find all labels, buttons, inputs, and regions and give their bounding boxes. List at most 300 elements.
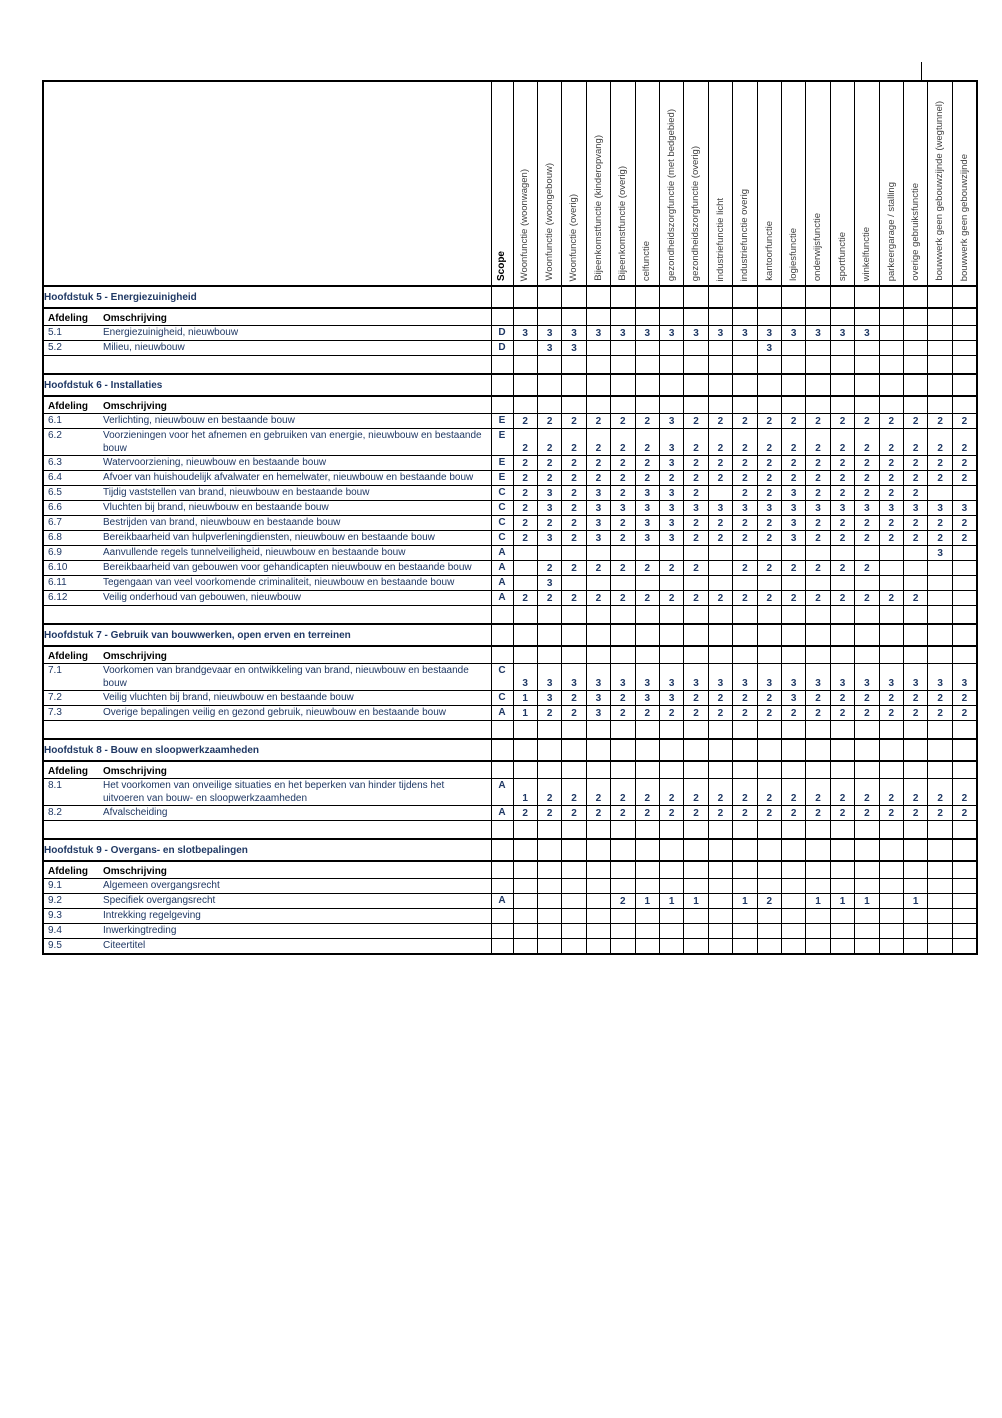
matrix-value: 2 bbox=[806, 471, 830, 486]
value-empty-cell bbox=[928, 646, 952, 664]
value-empty-cell bbox=[586, 286, 610, 308]
matrix-value bbox=[611, 924, 635, 939]
matrix-value: 2 bbox=[855, 806, 879, 821]
matrix-value: 3 bbox=[757, 326, 781, 341]
scope-empty-cell bbox=[491, 286, 513, 308]
matrix-value bbox=[928, 341, 952, 356]
value-empty-cell bbox=[806, 286, 830, 308]
value-empty-cell bbox=[708, 286, 732, 308]
chapter-title: Hoofdstuk 9 - Overgans- en slotbepalingen bbox=[43, 839, 491, 861]
matrix-value bbox=[562, 924, 586, 939]
row-description bbox=[44, 664, 491, 690]
value-empty-cell bbox=[537, 286, 561, 308]
matrix-value bbox=[708, 576, 732, 591]
scope-empty-cell bbox=[491, 761, 513, 779]
spacer-left-cell bbox=[43, 821, 491, 840]
function-column-header bbox=[733, 81, 757, 286]
matrix-value bbox=[928, 924, 952, 939]
section-header-cell bbox=[43, 308, 491, 326]
matrix-value bbox=[562, 576, 586, 591]
spacer-row bbox=[43, 606, 977, 625]
omschrijving-text bbox=[103, 414, 491, 427]
matrix-value bbox=[586, 879, 610, 894]
value-empty-cell bbox=[928, 839, 952, 861]
value-empty-cell bbox=[611, 308, 635, 326]
matrix-value: 2 bbox=[781, 806, 805, 821]
spacer-left-cell bbox=[43, 356, 491, 375]
matrix-value: 3 bbox=[659, 414, 683, 429]
value-empty-cell bbox=[635, 861, 659, 879]
value-empty-cell bbox=[733, 624, 757, 646]
afdeling-number: 6.10 bbox=[48, 562, 68, 573]
value-empty-cell bbox=[952, 721, 977, 740]
matrix-value: 2 bbox=[635, 414, 659, 429]
matrix-value bbox=[635, 576, 659, 591]
matrix-value: 2 bbox=[537, 591, 561, 606]
matrix-value: 2 bbox=[537, 429, 561, 456]
matrix-value: 2 bbox=[879, 591, 903, 606]
matrix-value: 3 bbox=[806, 501, 830, 516]
afdeling-number: 5.1 bbox=[48, 327, 62, 338]
matrix-value: 2 bbox=[659, 706, 683, 721]
matrix-value bbox=[855, 939, 879, 955]
matrix-value bbox=[757, 546, 781, 561]
matrix-value: 2 bbox=[879, 806, 903, 821]
value-empty-cell bbox=[733, 606, 757, 625]
value-empty-cell bbox=[635, 646, 659, 664]
omschrijving-line: Bestrijden van brand, nieuwbouw en bestaande bouw bbox=[103, 517, 341, 528]
table-row bbox=[43, 924, 977, 939]
value-empty-cell bbox=[806, 821, 830, 840]
value-empty-cell bbox=[855, 861, 879, 879]
matrix-value bbox=[904, 924, 928, 939]
value-empty-cell bbox=[855, 308, 879, 326]
matrix-value: 2 bbox=[806, 486, 830, 501]
value-empty-cell bbox=[513, 739, 537, 761]
value-empty-cell bbox=[904, 821, 928, 840]
column-header-label-10: industriefunctie overig bbox=[739, 188, 751, 281]
value-empty-cell bbox=[952, 624, 977, 646]
table-row bbox=[43, 516, 977, 531]
table-row bbox=[43, 691, 977, 706]
matrix-value: 2 bbox=[928, 691, 952, 706]
matrix-value: 2 bbox=[733, 806, 757, 821]
matrix-value: 2 bbox=[611, 591, 635, 606]
scope-empty-cell bbox=[491, 374, 513, 396]
omschrijving-line: Inwerkingtreding bbox=[103, 925, 177, 936]
row-description bbox=[44, 909, 491, 922]
omschrijving-header-label: Omschrijving bbox=[103, 866, 167, 877]
table-row bbox=[43, 806, 977, 821]
matrix-value: 2 bbox=[879, 486, 903, 501]
afdeling-number: 7.1 bbox=[48, 665, 62, 676]
matrix-value: 2 bbox=[733, 779, 757, 806]
value-empty-cell bbox=[952, 739, 977, 761]
row-description-cell bbox=[43, 909, 491, 924]
matrix-value: 2 bbox=[611, 806, 635, 821]
spacer-left-cell bbox=[43, 721, 491, 740]
matrix-value bbox=[781, 894, 805, 909]
matrix-value: 2 bbox=[928, 779, 952, 806]
matrix-value: 2 bbox=[904, 516, 928, 531]
function-column-header bbox=[537, 81, 561, 286]
matrix-value: 2 bbox=[757, 894, 781, 909]
matrix-value bbox=[952, 326, 977, 341]
matrix-value: 3 bbox=[635, 516, 659, 531]
matrix-value: 2 bbox=[830, 414, 854, 429]
column-header-label-3: Woonfunctie (overig) bbox=[568, 193, 580, 281]
value-empty-cell bbox=[611, 821, 635, 840]
matrix-value bbox=[757, 879, 781, 894]
value-empty-cell bbox=[855, 761, 879, 779]
matrix-value: 2 bbox=[952, 471, 977, 486]
value-empty-cell bbox=[830, 624, 854, 646]
matrix-value bbox=[684, 909, 708, 924]
section-header-row bbox=[43, 761, 977, 779]
value-empty-cell bbox=[733, 761, 757, 779]
scope-value: E bbox=[491, 471, 513, 486]
afdeling-number: 6.5 bbox=[48, 487, 62, 498]
matrix-value: 3 bbox=[781, 326, 805, 341]
matrix-value: 2 bbox=[537, 806, 561, 821]
matrix-value: 2 bbox=[733, 414, 757, 429]
matrix-value: 2 bbox=[586, 456, 610, 471]
matrix-value bbox=[879, 894, 903, 909]
row-description bbox=[44, 576, 491, 589]
value-empty-cell bbox=[830, 739, 854, 761]
value-empty-cell bbox=[952, 396, 977, 414]
matrix-value bbox=[781, 341, 805, 356]
value-empty-cell bbox=[733, 839, 757, 861]
value-empty-cell bbox=[781, 739, 805, 761]
value-empty-cell bbox=[879, 861, 903, 879]
matrix-value bbox=[879, 561, 903, 576]
function-column-header bbox=[586, 81, 610, 286]
table-row bbox=[43, 456, 977, 471]
scope-empty-cell bbox=[491, 861, 513, 879]
matrix-value: 1 bbox=[806, 894, 830, 909]
omschrijving-text bbox=[103, 706, 491, 719]
value-empty-cell bbox=[537, 761, 561, 779]
scope-value: A bbox=[491, 779, 513, 806]
scope-value bbox=[491, 924, 513, 939]
matrix-value bbox=[952, 924, 977, 939]
value-empty-cell bbox=[855, 606, 879, 625]
value-empty-cell bbox=[708, 308, 732, 326]
afdeling-header-label: Afdeling bbox=[48, 651, 88, 662]
matrix-value bbox=[684, 939, 708, 955]
value-empty-cell bbox=[611, 721, 635, 740]
value-empty-cell bbox=[757, 624, 781, 646]
value-empty-cell bbox=[928, 356, 952, 375]
value-empty-cell bbox=[659, 739, 683, 761]
matrix-value: 3 bbox=[855, 664, 879, 691]
value-empty-cell bbox=[537, 606, 561, 625]
matrix-value: 2 bbox=[781, 414, 805, 429]
matrix-value: 1 bbox=[855, 894, 879, 909]
matrix-value bbox=[733, 924, 757, 939]
table-row bbox=[43, 501, 977, 516]
matrix-value: 3 bbox=[904, 664, 928, 691]
value-empty-cell bbox=[904, 739, 928, 761]
row-description-cell bbox=[43, 326, 491, 341]
matrix-value bbox=[830, 546, 854, 561]
value-empty-cell bbox=[586, 606, 610, 625]
value-empty-cell bbox=[537, 374, 561, 396]
matrix-value bbox=[855, 546, 879, 561]
column-header-label-16: parkeergarage / stalling bbox=[885, 181, 897, 281]
matrix-value: 2 bbox=[562, 456, 586, 471]
value-empty-cell bbox=[928, 739, 952, 761]
matrix-value: 2 bbox=[757, 456, 781, 471]
value-empty-cell bbox=[904, 861, 928, 879]
value-empty-cell bbox=[757, 606, 781, 625]
matrix-value: 2 bbox=[781, 456, 805, 471]
matrix-value: 2 bbox=[855, 471, 879, 486]
value-empty-cell bbox=[562, 761, 586, 779]
value-empty-cell bbox=[952, 646, 977, 664]
afdeling-number: 8.2 bbox=[48, 807, 62, 818]
matrix-value: 2 bbox=[684, 456, 708, 471]
section-header-row bbox=[43, 308, 977, 326]
matrix-value: 2 bbox=[904, 806, 928, 821]
matrix-value: 3 bbox=[586, 326, 610, 341]
omschrijving-line: Tegengaan van veel voorkomende criminaliteit, nieuwbouw en bestaande bouw bbox=[103, 577, 455, 588]
omschrijving-text bbox=[103, 456, 491, 469]
omschrijving-line: Afvalscheiding bbox=[103, 807, 168, 818]
matrix-value: 2 bbox=[537, 456, 561, 471]
row-description bbox=[44, 691, 491, 704]
matrix-value: 2 bbox=[757, 591, 781, 606]
function-column-header bbox=[611, 81, 635, 286]
matrix-value bbox=[513, 909, 537, 924]
value-empty-cell bbox=[757, 839, 781, 861]
matrix-value: 2 bbox=[513, 486, 537, 501]
afdeling-number: 5.2 bbox=[48, 342, 62, 353]
table-row bbox=[43, 664, 977, 691]
matrix-value bbox=[757, 576, 781, 591]
matrix-value bbox=[586, 341, 610, 356]
matrix-value bbox=[659, 576, 683, 591]
value-empty-cell bbox=[684, 821, 708, 840]
matrix-value: 1 bbox=[513, 691, 537, 706]
row-description-cell bbox=[43, 429, 491, 456]
matrix-value: 2 bbox=[586, 779, 610, 806]
afdeling-number: 9.5 bbox=[48, 940, 62, 951]
value-empty-cell bbox=[781, 356, 805, 375]
afdeling-number: 6.9 bbox=[48, 547, 62, 558]
matrix-value: 2 bbox=[855, 779, 879, 806]
matrix-value: 2 bbox=[684, 471, 708, 486]
matrix-value: 3 bbox=[757, 501, 781, 516]
value-empty-cell bbox=[781, 374, 805, 396]
matrix-value: 2 bbox=[830, 706, 854, 721]
row-description-cell bbox=[43, 806, 491, 821]
matrix-value: 2 bbox=[684, 706, 708, 721]
column-header-label-14: sportfunctie bbox=[836, 231, 848, 281]
matrix-value: 3 bbox=[806, 326, 830, 341]
value-empty-cell bbox=[806, 861, 830, 879]
row-description bbox=[44, 924, 491, 937]
matrix-value bbox=[537, 894, 561, 909]
column-header-label-4: Bijeenkomstfunctie (kinderopvang) bbox=[592, 135, 604, 281]
row-description bbox=[44, 894, 491, 907]
matrix-value: 2 bbox=[562, 429, 586, 456]
matrix-value: 2 bbox=[537, 706, 561, 721]
matrix-value: 2 bbox=[562, 471, 586, 486]
value-empty-cell bbox=[952, 839, 977, 861]
value-empty-cell bbox=[586, 721, 610, 740]
section-header-cell bbox=[43, 861, 491, 879]
matrix-value: 2 bbox=[562, 706, 586, 721]
matrix-value: 3 bbox=[586, 531, 610, 546]
matrix-value bbox=[952, 879, 977, 894]
matrix-value: 3 bbox=[733, 326, 757, 341]
matrix-value: 3 bbox=[855, 501, 879, 516]
matrix-value: 3 bbox=[952, 501, 977, 516]
matrix-value: 2 bbox=[879, 779, 903, 806]
chapter-title: Hoofdstuk 7 - Gebruik van bouwwerken, open erven en terreinen bbox=[43, 624, 491, 646]
matrix-value: 3 bbox=[781, 516, 805, 531]
table-row bbox=[43, 414, 977, 429]
value-empty-cell bbox=[806, 739, 830, 761]
matrix-value: 2 bbox=[806, 531, 830, 546]
omschrijving-line: Afvoer van huishoudelijk afvalwater en hemelwater, nieuwbouw en bestaande bouw bbox=[103, 472, 474, 483]
matrix-value bbox=[781, 576, 805, 591]
value-empty-cell bbox=[586, 308, 610, 326]
scope-value: A bbox=[491, 546, 513, 561]
matrix-value: 2 bbox=[830, 806, 854, 821]
matrix-value: 2 bbox=[586, 806, 610, 821]
row-description-cell bbox=[43, 561, 491, 576]
value-empty-cell bbox=[830, 606, 854, 625]
value-empty-cell bbox=[879, 396, 903, 414]
row-description bbox=[44, 501, 491, 514]
value-empty-cell bbox=[879, 646, 903, 664]
omschrijving-line: Specifiek overgangsrecht bbox=[103, 895, 216, 906]
value-empty-cell bbox=[684, 739, 708, 761]
value-empty-cell bbox=[879, 839, 903, 861]
value-empty-cell bbox=[513, 356, 537, 375]
value-empty-cell bbox=[928, 761, 952, 779]
matrix-value: 3 bbox=[611, 326, 635, 341]
value-empty-cell bbox=[733, 308, 757, 326]
matrix-value: 2 bbox=[513, 501, 537, 516]
matrix-value: 2 bbox=[684, 691, 708, 706]
matrix-value: 2 bbox=[781, 706, 805, 721]
value-empty-cell bbox=[562, 286, 586, 308]
row-description bbox=[44, 546, 491, 559]
matrix-value: 3 bbox=[537, 531, 561, 546]
omschrijving-text bbox=[103, 779, 491, 805]
matrix-value bbox=[928, 939, 952, 955]
value-empty-cell bbox=[611, 624, 635, 646]
matrix-value: 3 bbox=[537, 326, 561, 341]
value-empty-cell bbox=[562, 606, 586, 625]
row-description bbox=[44, 516, 491, 529]
matrix-value: 2 bbox=[806, 706, 830, 721]
matrix-value: 2 bbox=[928, 471, 952, 486]
matrix-value: 2 bbox=[952, 706, 977, 721]
matrix-value bbox=[830, 924, 854, 939]
value-empty-cell bbox=[708, 356, 732, 375]
value-empty-cell bbox=[635, 286, 659, 308]
matrix-value: 3 bbox=[586, 664, 610, 691]
chapter-title-row bbox=[43, 374, 977, 396]
matrix-value: 2 bbox=[806, 779, 830, 806]
matrix-value bbox=[659, 939, 683, 955]
row-description bbox=[44, 591, 491, 604]
value-empty-cell bbox=[806, 396, 830, 414]
scope-empty-cell bbox=[491, 356, 513, 375]
matrix-value: 2 bbox=[733, 516, 757, 531]
matrix-value: 2 bbox=[537, 779, 561, 806]
value-empty-cell bbox=[659, 374, 683, 396]
value-empty-cell bbox=[708, 761, 732, 779]
matrix-value: 2 bbox=[708, 516, 732, 531]
matrix-value: 2 bbox=[879, 531, 903, 546]
table-row bbox=[43, 429, 977, 456]
matrix-value: 2 bbox=[708, 806, 732, 821]
value-empty-cell bbox=[830, 721, 854, 740]
matrix-value: 3 bbox=[659, 456, 683, 471]
matrix-value: 2 bbox=[513, 531, 537, 546]
matrix-value bbox=[708, 879, 732, 894]
matrix-value: 2 bbox=[879, 516, 903, 531]
function-column-header bbox=[879, 81, 903, 286]
value-empty-cell bbox=[635, 606, 659, 625]
matrix-value bbox=[513, 939, 537, 955]
value-empty-cell bbox=[513, 624, 537, 646]
matrix-value: 3 bbox=[659, 664, 683, 691]
matrix-value: 2 bbox=[611, 516, 635, 531]
value-empty-cell bbox=[635, 374, 659, 396]
omschrijving-line: Verlichting, nieuwbouw en bestaande bouw bbox=[103, 415, 295, 426]
value-empty-cell bbox=[806, 624, 830, 646]
matrix-value: 3 bbox=[611, 664, 635, 691]
value-empty-cell bbox=[733, 374, 757, 396]
afdeling-number: 8.1 bbox=[48, 780, 62, 791]
row-description-cell bbox=[43, 691, 491, 706]
matrix-value: 2 bbox=[830, 531, 854, 546]
chapter-title: Hoofdstuk 5 - Energiezuinigheid bbox=[43, 286, 491, 308]
matrix-value bbox=[904, 341, 928, 356]
value-empty-cell bbox=[562, 721, 586, 740]
value-empty-cell bbox=[904, 356, 928, 375]
omschrijving-text bbox=[103, 546, 491, 559]
matrix-value bbox=[586, 939, 610, 955]
matrix-value: 2 bbox=[757, 561, 781, 576]
value-empty-cell bbox=[904, 308, 928, 326]
matrix-value bbox=[513, 546, 537, 561]
spacer-left-cell bbox=[43, 606, 491, 625]
matrix-value: 2 bbox=[708, 779, 732, 806]
column-header-label-8: gezondheidszorgfunctie (overig) bbox=[690, 145, 702, 281]
value-empty-cell bbox=[855, 839, 879, 861]
value-empty-cell bbox=[733, 286, 757, 308]
omschrijving-text bbox=[103, 909, 491, 922]
matrix-value bbox=[513, 576, 537, 591]
matrix-value: 2 bbox=[708, 414, 732, 429]
value-empty-cell bbox=[708, 646, 732, 664]
matrix-value: 2 bbox=[635, 591, 659, 606]
column-header-label-12: logiesfunctie bbox=[787, 228, 799, 281]
matrix-value: 2 bbox=[635, 706, 659, 721]
value-empty-cell bbox=[537, 356, 561, 375]
table-row bbox=[43, 531, 977, 546]
value-empty-cell bbox=[928, 396, 952, 414]
matrix-value: 2 bbox=[855, 414, 879, 429]
